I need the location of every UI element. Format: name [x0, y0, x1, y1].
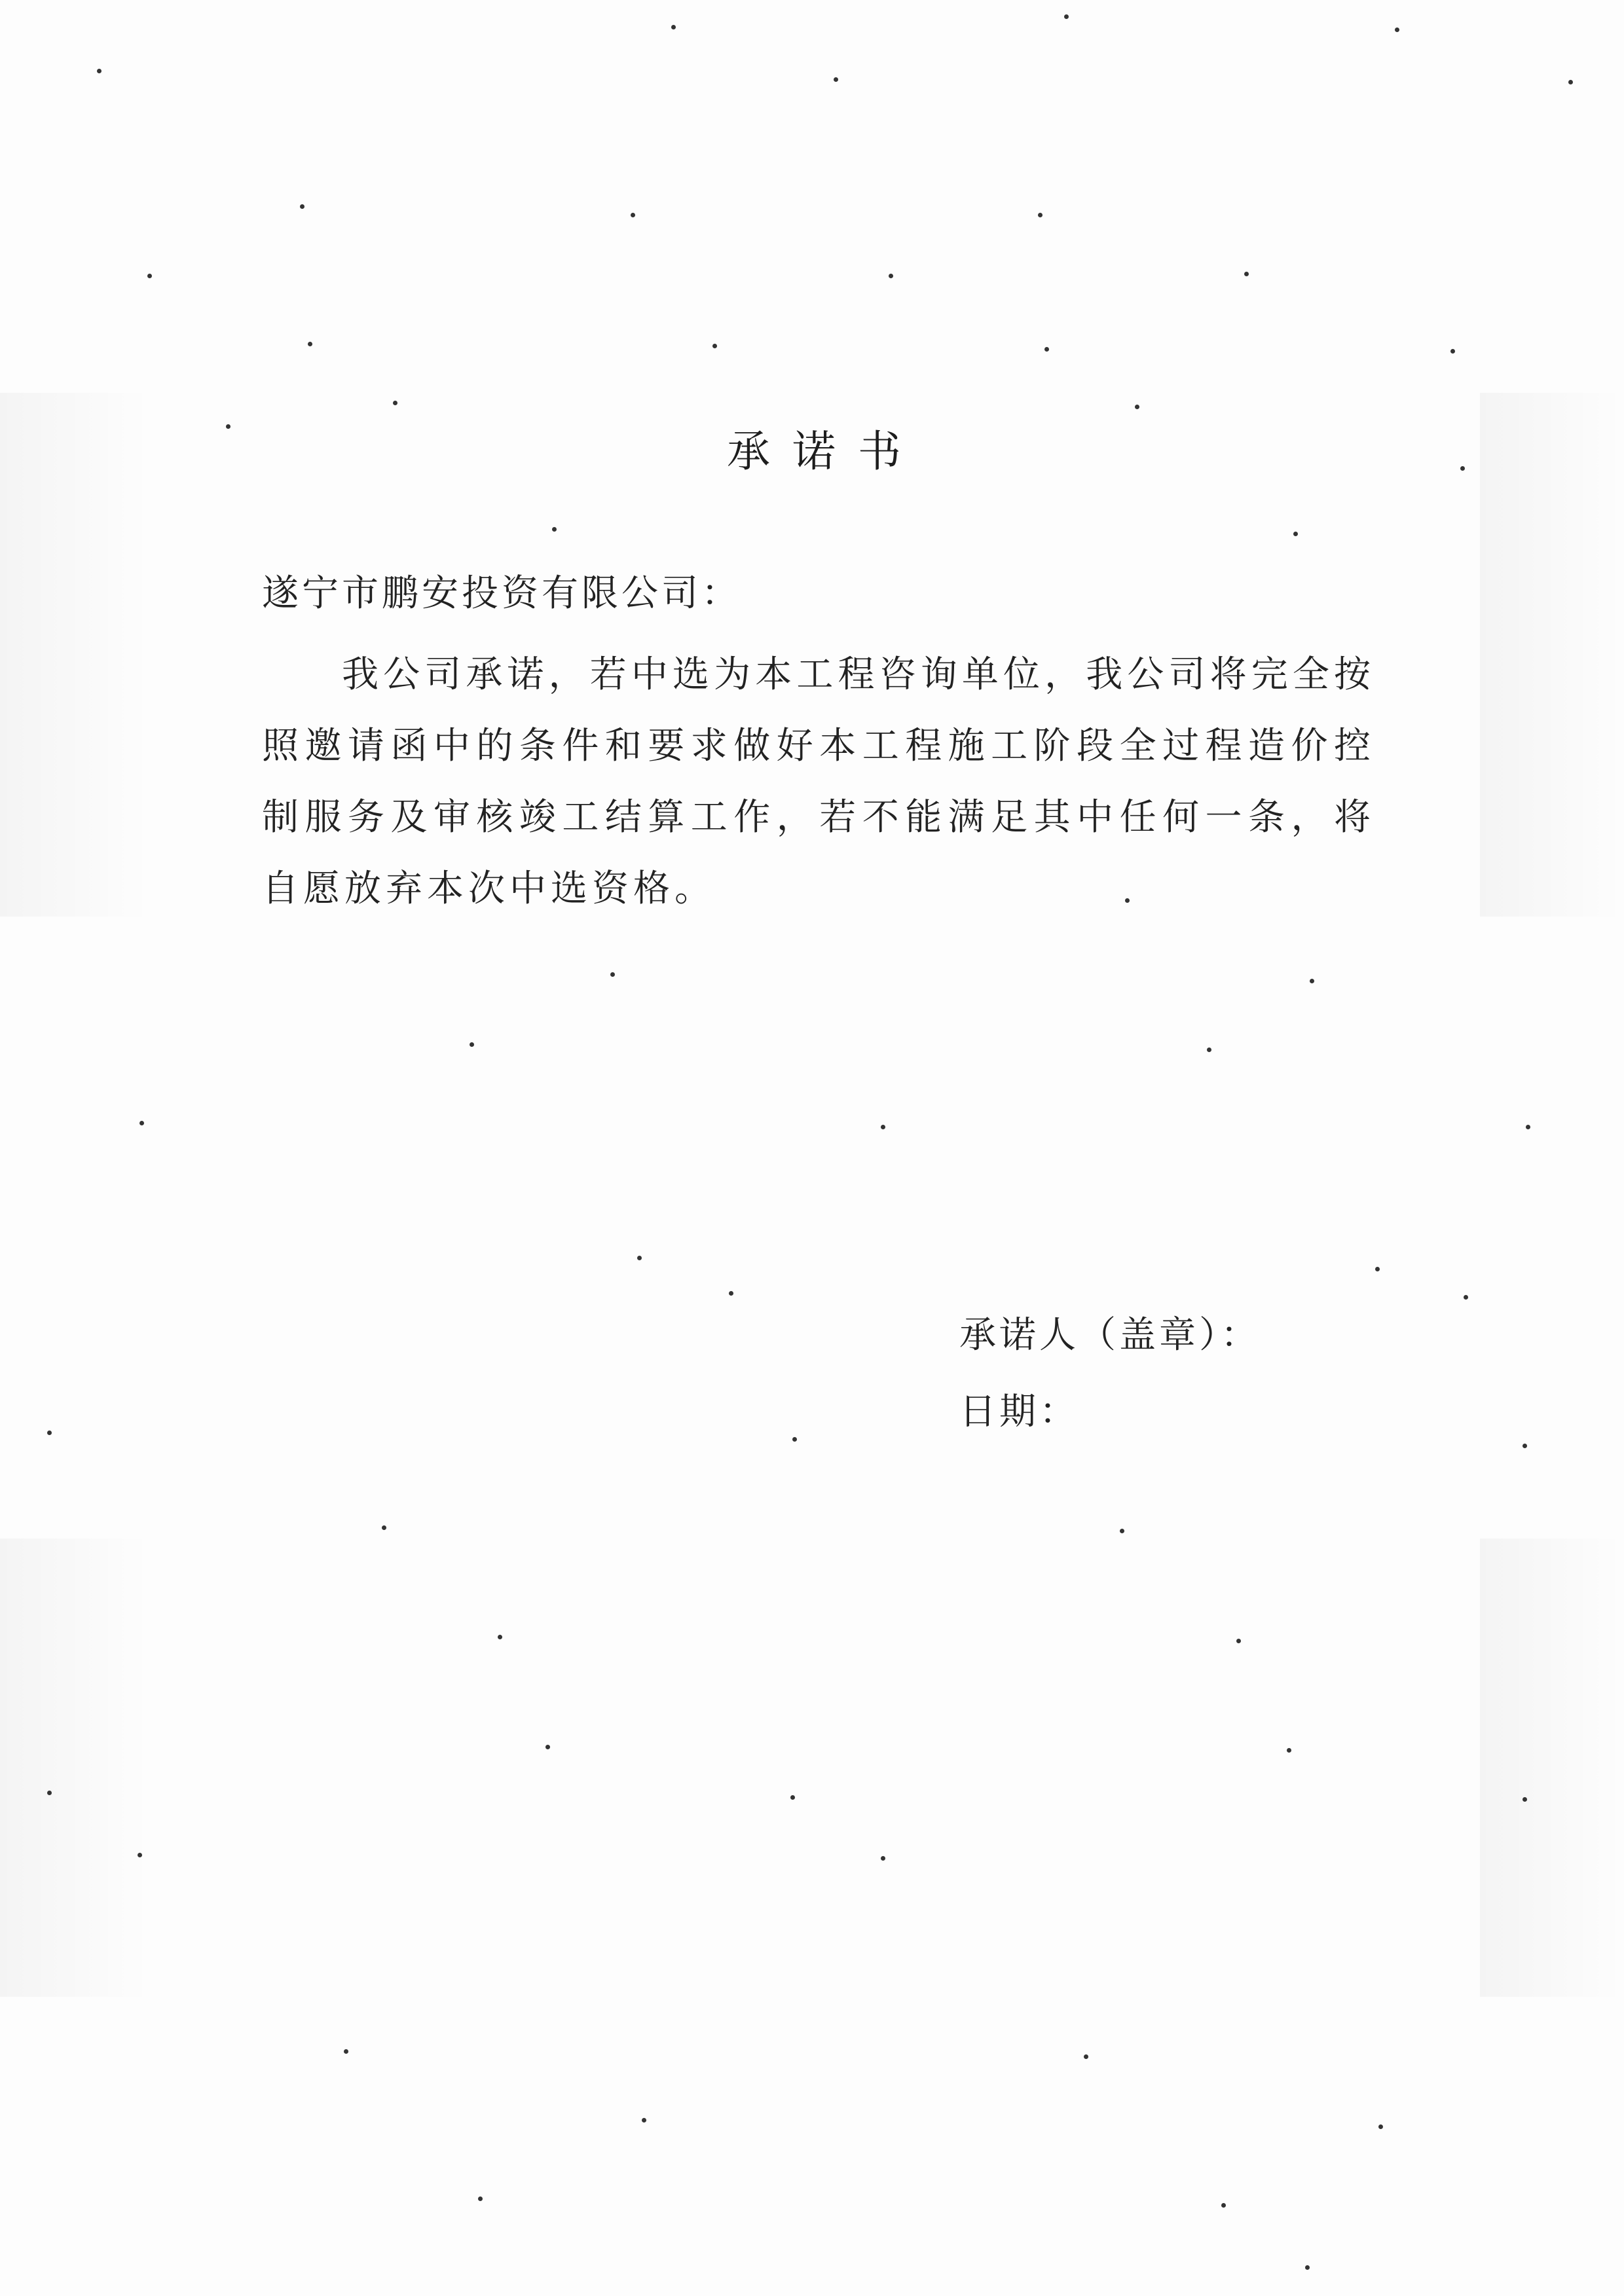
scan-speck: [1125, 898, 1130, 903]
scan-speck: [1460, 466, 1465, 471]
scan-speck: [1084, 2054, 1088, 2059]
scan-speck: [344, 2049, 348, 2054]
scan-speck: [1378, 2124, 1383, 2129]
scan-speck: [147, 274, 152, 278]
scan-speck: [1395, 27, 1399, 32]
date-label: 日期：: [959, 1391, 1079, 1433]
scan-speck: [729, 1291, 733, 1296]
scan-shadow-bottom-right: [1480, 1539, 1624, 1997]
scan-speck: [671, 25, 676, 29]
scan-speck: [889, 274, 893, 278]
scan-speck: [552, 527, 557, 532]
scan-speck: [1236, 1639, 1241, 1643]
scan-speck: [470, 1042, 474, 1047]
scan-speck: [1305, 2265, 1310, 2270]
scan-speck: [138, 1853, 142, 1857]
scan-shadow-bottom-left: [0, 1539, 151, 1997]
scan-speck: [393, 401, 397, 405]
scan-speck: [1064, 14, 1069, 19]
scan-speck: [792, 1437, 797, 1442]
scan-speck: [498, 1635, 502, 1639]
signature-label: 承诺人（盖章）：: [959, 1314, 1261, 1357]
scan-speck: [300, 204, 304, 209]
scan-speck: [1221, 2203, 1226, 2208]
scan-speck: [1044, 347, 1049, 352]
scan-speck: [1522, 1444, 1527, 1448]
scan-speck: [545, 1745, 550, 1749]
scan-speck: [1293, 532, 1298, 536]
scan-speck: [1287, 1748, 1291, 1753]
scan-speck: [881, 1856, 885, 1861]
scan-speck: [834, 77, 838, 82]
scan-speck: [47, 1791, 52, 1795]
scan-speck: [712, 344, 717, 348]
scan-speck: [1310, 979, 1314, 983]
scan-speck: [1375, 1267, 1380, 1271]
scan-speck: [478, 2196, 483, 2201]
scan-speck: [308, 342, 312, 346]
scan-speck: [1522, 1797, 1527, 1802]
scan-speck: [637, 1256, 642, 1260]
addressee: 遂宁市鹏安投资有限公司：: [262, 572, 741, 615]
scan-speck: [47, 1430, 52, 1435]
scan-speck: [139, 1121, 144, 1125]
scan-speck: [1244, 272, 1249, 276]
scan-speck: [382, 1525, 386, 1530]
scan-speck: [1464, 1295, 1468, 1300]
scan-speck: [1526, 1125, 1530, 1129]
scan-speck: [1207, 1048, 1211, 1052]
scan-speck: [610, 972, 615, 977]
scan-speck: [226, 424, 231, 429]
commitment-body: 我公司承诺，若中选为本工程咨询单位，我公司将完全按照邀请函中的条件和要求做好本工程施工阶段全过程造价控制服务及审核竣工结算工作，若不能满足其中任何一条，将自愿放弃本次中选资格。: [262, 653, 1375, 910]
scan-speck: [1038, 213, 1043, 217]
scan-speck: [881, 1125, 885, 1129]
scan-speck: [631, 213, 635, 217]
scan-speck: [790, 1795, 795, 1800]
scan-speck: [1135, 405, 1139, 409]
scan-speck: [1568, 80, 1573, 84]
scan-speck: [1120, 1529, 1124, 1533]
scan-speck: [97, 69, 101, 73]
scan-speck: [642, 2118, 646, 2123]
scan-speck: [1450, 349, 1455, 354]
document-title: 承诺书: [727, 426, 923, 477]
